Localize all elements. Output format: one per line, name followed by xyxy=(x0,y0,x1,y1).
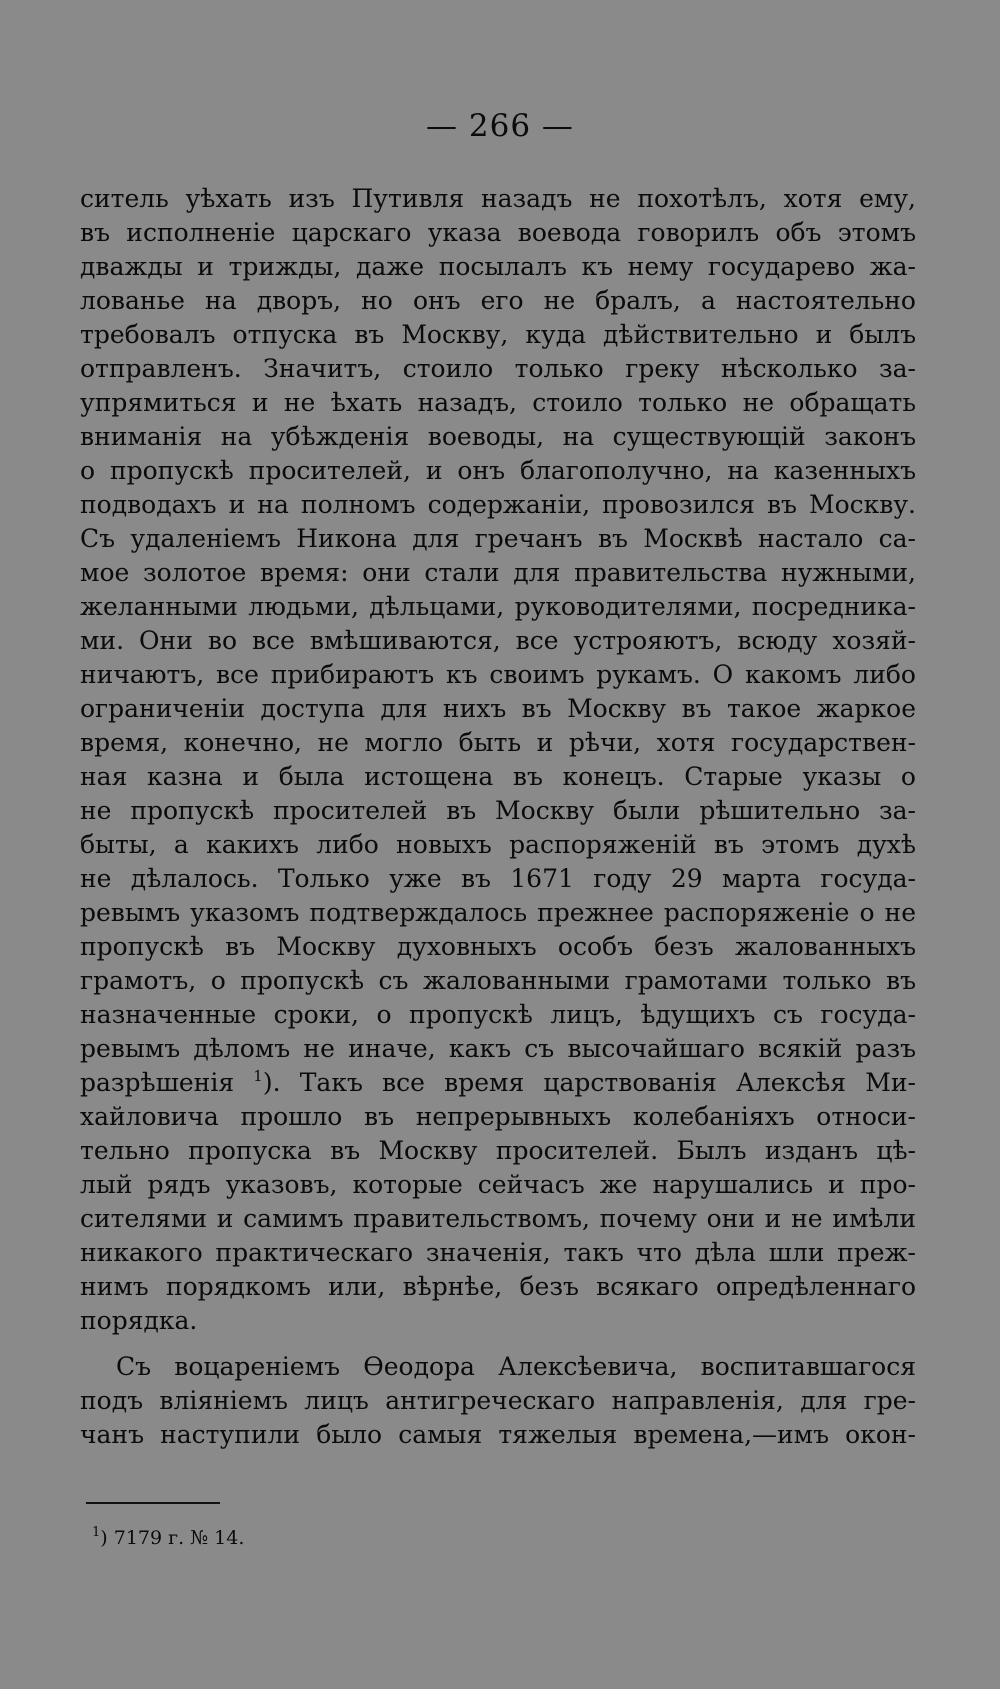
text-line: о пропускѣ просителей, и онъ благополучно, на казенныхъ xyxy=(80,456,916,485)
text-line: порядка. xyxy=(80,1306,198,1335)
text-line: не пропускѣ просителей въ Москву были рѣшительно за- xyxy=(80,796,916,825)
text-line: время, конечно, не могло быть и рѣчи, хотя государствен- xyxy=(80,728,916,757)
text-line: ситель уѣхать изъ Путивля назадъ не похотѣлъ, хотя ему, xyxy=(80,184,916,213)
main-text xyxy=(80,182,916,1452)
text-line: лый рядъ указовъ, которые сейчасъ же нарушались и про- xyxy=(80,1170,916,1199)
text-line: мое золотое время: они стали для правительства нужными, xyxy=(80,558,916,587)
footnote-mark: 1 xyxy=(92,1525,101,1540)
text-line: желанными людьми, дѣльцами, руководителями, посредника- xyxy=(80,592,916,621)
text-line: подводахъ и на полномъ содержаніи, провозился въ Москву. xyxy=(80,490,916,519)
text-line-with-footnote xyxy=(80,1066,916,1100)
text-line: назначенные сроки, о пропускѣ лицъ, ѣдущихъ съ госуда- xyxy=(80,1000,916,1029)
text-line: дважды и трижды, даже посылалъ къ нему государево жа- xyxy=(80,252,916,281)
footnote-text: ) 7179 г. № 14. xyxy=(100,1527,245,1549)
text-line: подъ вліяніемъ лицъ антигреческаго направленія, для гре- xyxy=(80,1386,916,1415)
text-line: чанъ наступили было самыя тяжелыя времена,—имъ окон- xyxy=(80,1420,916,1449)
text-line: ная казна и была истощена въ конецъ. Старые указы о xyxy=(80,762,916,791)
text-line: пропускѣ въ Москву духовныхъ особъ безъ жалованныхъ xyxy=(80,932,916,961)
text-line: тельно пропуска въ Москву просителей. Былъ изданъ цѣ- xyxy=(80,1136,916,1165)
text-line: ревымъ указомъ подтверждалось прежнее распоряженіе о не xyxy=(80,898,916,927)
text-line: Съ удаленіемъ Никона для гречанъ въ Москвѣ настало са- xyxy=(80,524,916,553)
text-line: требовалъ отпуска въ Москву, куда дѣйствительно и былъ xyxy=(80,320,916,349)
page-number: — 266 — xyxy=(426,108,574,144)
text-line: никакого практическаго значенія, такъ что дѣла шли преж- xyxy=(80,1238,916,1267)
footnote-reference: 1 xyxy=(253,1067,263,1085)
text-line: упрямиться и не ѣхать назадъ, стоило только не обращать xyxy=(80,388,916,417)
text-line: въ исполненіе царскаго указа воевода говорилъ объ этомъ xyxy=(80,218,916,247)
text-line: лованье на дворъ, но онъ его не бралъ, а настоятельно xyxy=(80,286,916,315)
text-line: ревымъ дѣломъ не иначе, какъ съ высочайшаго всякій разъ xyxy=(80,1034,916,1063)
text-line: не дѣлалось. Только уже въ 1671 году 29 марта госуда- xyxy=(80,864,916,893)
text-line: ми. Они во все вмѣшиваются, все устрояютъ, всюду хозяй- xyxy=(80,626,916,655)
paragraph-break xyxy=(80,1338,916,1350)
footnote xyxy=(92,1524,244,1552)
text-line: быты, а какихъ либо новыхъ распоряженій въ этомъ духѣ xyxy=(80,830,916,859)
text-line: нимъ порядкомъ или, вѣрнѣе, безъ всякаго опредѣленнаго xyxy=(80,1272,916,1301)
text-line: ограниченіи доступа для нихъ въ Москву въ такое жаркое xyxy=(80,694,916,723)
text-line: грамотъ, о пропускѣ съ жалованными грамотами только въ xyxy=(80,966,916,995)
text-fragment: разрѣшенія xyxy=(80,1068,254,1097)
text-line: вниманія на убѣжденія воеводы, на существующій законъ xyxy=(80,422,916,451)
text-line: Съ воцареніемъ Ѳеодора Алексѣевича, воспитавшагося xyxy=(116,1352,916,1381)
text-line: хайловича прошло въ непрерывныхъ колебаніяхъ относи- xyxy=(80,1102,916,1131)
text-fragment: ). Такъ все время царствованія Алексѣя Ми- xyxy=(262,1068,916,1097)
text-line: сителями и самимъ правительствомъ, почему они и не имѣли xyxy=(80,1204,916,1233)
footnote-divider xyxy=(86,1502,220,1504)
text-line: отправленъ. Значитъ, стоило только греку нѣсколько за- xyxy=(80,354,916,383)
text-line: ничаютъ, все прибираютъ къ своимъ рукамъ. О какомъ либо xyxy=(80,660,916,689)
